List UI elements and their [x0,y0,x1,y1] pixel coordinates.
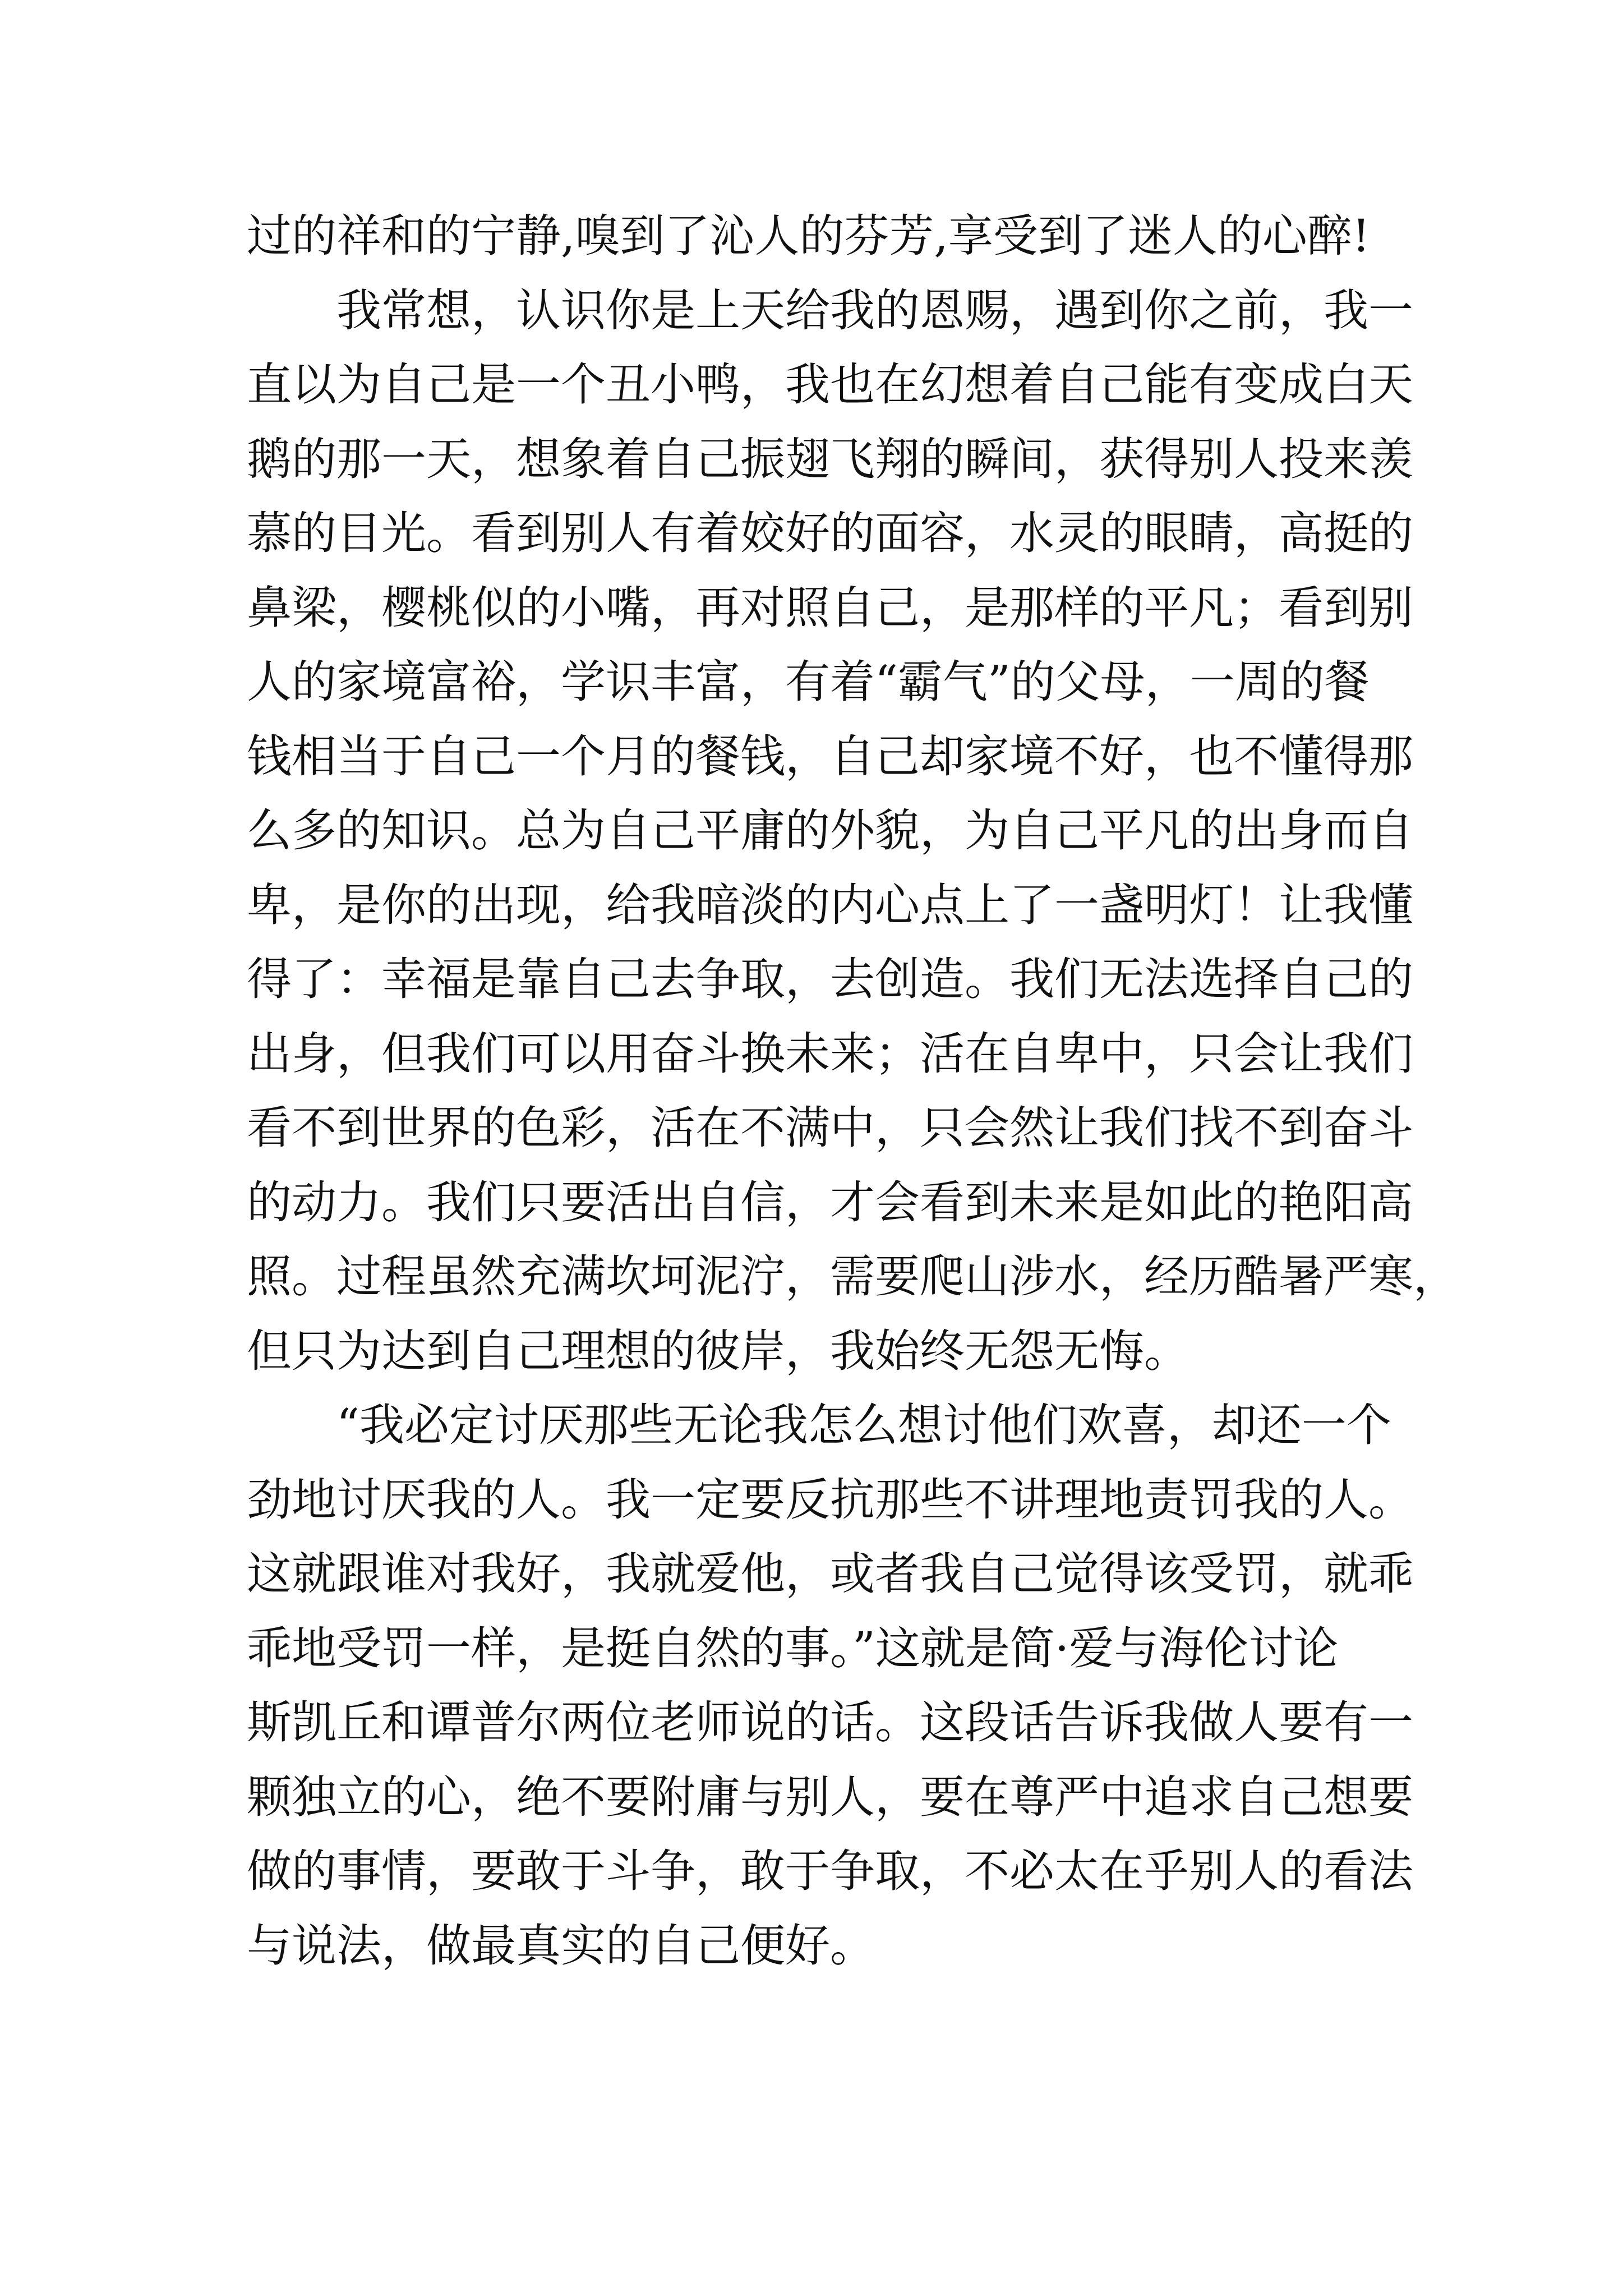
body-text [247,199,1458,1983]
text-line: 乖地受罚一样，是挺自然的事。”这就是简·爱与海伦讨论 [247,1622,1339,1674]
text-line: 卑，是你的出现，给我暗淡的内心点上了一盏明灯！让我懂 [247,878,1413,931]
text-line: 钱相当于自己一个月的餐钱，自己却家境不好，也不懂得那 [247,730,1413,783]
text-line: 做的事情，要敢于斗争，敢于争取，不必太在乎别人的看法 [247,1845,1413,1897]
text-line: 的动力。我们只要活出自信，才会看到未来是如此的艳阳高 [247,1176,1413,1228]
text-line: 这就跟谁对我好，我就爱他，或者我自己觉得该受罚，就乖 [247,1548,1413,1600]
text-line: “我必定讨厌那些无论我怎么想讨他们欢喜，却还一个 [247,1399,1391,1451]
text-line: 照。过程虽然充满坎坷泥泞，需要爬山涉水，经历酷暑严寒， [247,1250,1458,1303]
text-line: 出身，但我们可以用奋斗换未来；活在自卑中，只会让我们 [247,1027,1413,1080]
text-line: 我常想，认识你是上天给我的恩赐，遇到你之前，我一 [247,284,1413,337]
text-line: 颗独立的心，绝不要附庸与别人，要在尊严中追求自己想要 [247,1770,1413,1823]
text-line: 人的家境富裕，学识丰富，有着“霸气”的父母，一周的餐 [247,656,1370,708]
text-line: 鼻梁，樱桃似的小嘴，再对照自己，是那样的平凡；看到别 [247,581,1413,634]
text-line: 劲地讨厌我的人。我一定要反抗那些不讲理地责罚我的人。 [247,1473,1413,1526]
text-line: 与说法，做最真实的自己便好。 [247,1919,875,1972]
text-line: 直以为自己是一个丑小鸭，我也在幻想着自己能有变成白天 [247,358,1413,411]
text-line: 么多的知识。总为自己平庸的外貌，为自己平凡的出身而自 [247,804,1413,857]
text-line: 看不到世界的色彩，活在不满中，只会然让我们找不到奋斗 [247,1102,1413,1154]
text-line: 但只为达到自己理想的彼岸，我始终无怨无悔。 [247,1324,1189,1377]
text-line: 过的祥和的宁静,嗅到了沁人的芬芳,享受到了迷人的心醉! [247,210,1371,262]
text-line: 斯凯丘和谭普尔两位老师说的话。这段话告诉我做人要有一 [247,1696,1413,1749]
text-line: 鹅的那一天，想象着自己振翅飞翔的瞬间，获得别人投来羡 [247,432,1413,485]
text-line: 得了：幸福是靠自己去争取，去创造。我们无法选择自己的 [247,953,1413,1005]
text-line: 慕的目光。看到别人有着姣好的面容，水灵的眼睛，高挺的 [247,507,1413,559]
